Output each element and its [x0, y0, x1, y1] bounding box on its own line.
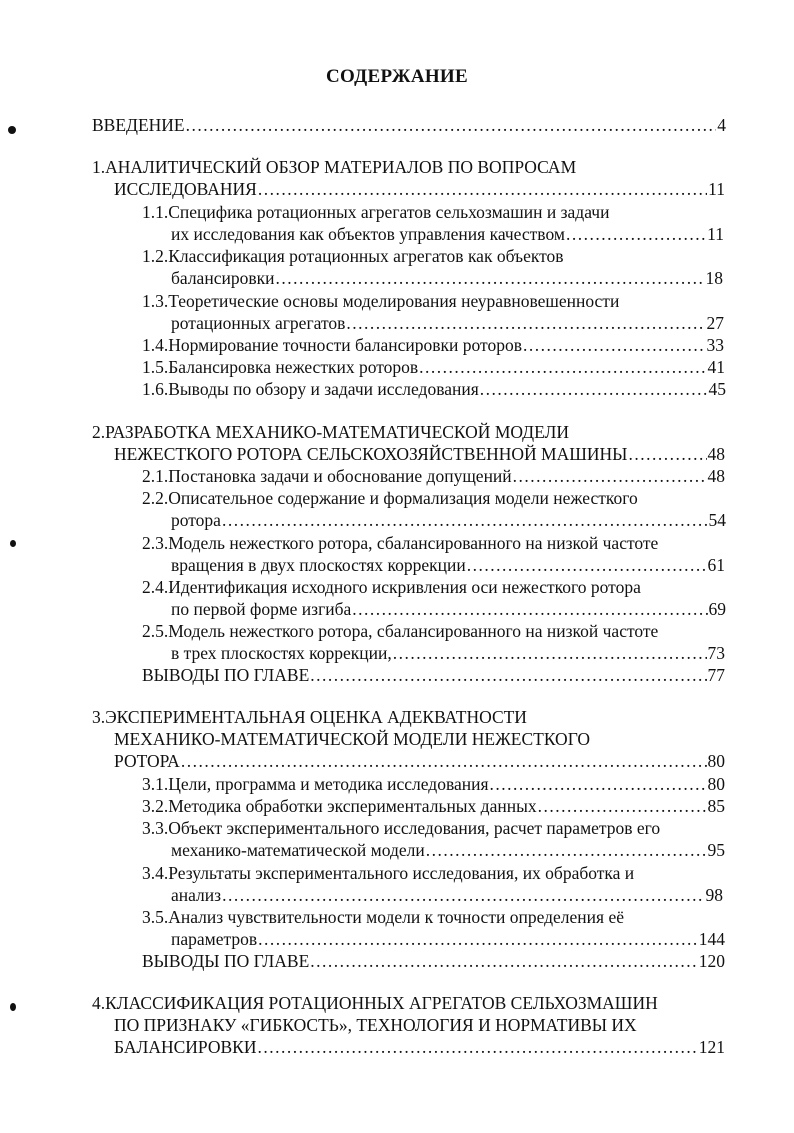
toc-page-number: 144: [698, 929, 725, 949]
dot-leader: [257, 1036, 697, 1058]
toc-section-2-4[interactable]: [142, 576, 641, 598]
toc-entry-text: ИССЛЕДОВАНИЯ: [114, 179, 257, 199]
toc-entry-intro[interactable]: [92, 114, 726, 136]
toc-entry-text: НЕЖЕСТКОГО РОТОРА СЕЛЬСКОХОЗЯЙСТВЕННОЙ МАШИНЫ: [114, 444, 628, 464]
toc-page-number: 95: [707, 840, 725, 860]
toc-section-3-5[interactable]: [142, 906, 624, 928]
toc-page-number: 41: [707, 357, 725, 377]
dot-leader: [222, 509, 708, 531]
toc-section-1-3-cont[interactable]: [171, 312, 724, 334]
dot-leader: [258, 928, 698, 950]
toc-page-number: 27: [706, 313, 724, 333]
toc-page-number: 80: [707, 751, 725, 771]
toc-page-number: 120: [698, 951, 725, 971]
toc-section-2-1[interactable]: [142, 465, 725, 487]
toc-page-number: 48: [707, 444, 725, 464]
toc-chapter-4-heading-cont[interactable]: [114, 1014, 637, 1036]
dot-leader: [513, 465, 707, 487]
toc-page-number: 73: [707, 643, 725, 663]
dot-leader: [310, 664, 706, 686]
toc-entry-text: 1.3.Теоретические основы моделирования неуравновешенности: [142, 291, 620, 311]
toc-entry-text: балансировки: [171, 268, 275, 288]
toc-section-3-5-cont[interactable]: [171, 928, 725, 950]
toc-entry-text: анализ: [171, 885, 222, 905]
scan-mark: [10, 540, 16, 547]
toc-entry-text: ВВЕДЕНИЕ: [92, 115, 185, 135]
toc-entry-text: 3.4.Результаты экспериментального исследования, их обработка и: [142, 863, 635, 883]
toc-section-2-4-cont[interactable]: [171, 598, 726, 620]
toc-entry-text: ПО ПРИЗНАКУ «ГИБКОСТЬ», ТЕХНОЛОГИЯ И НОРМАТИВЫ ИХ: [114, 1015, 637, 1035]
toc-section-2-2-cont[interactable]: [171, 509, 726, 531]
toc-entry-text: механико-математической модели: [171, 840, 425, 860]
toc-page-number: 11: [708, 179, 725, 199]
toc-page-number: 33: [706, 335, 724, 355]
toc-chapter-3-heading[interactable]: [92, 706, 527, 728]
toc-chapter-2-heading-cont[interactable]: [114, 443, 725, 465]
toc-page-number: 98: [705, 885, 723, 905]
toc-entry-text: 1.АНАЛИТИЧЕСКИЙ ОБЗОР МАТЕРИАЛОВ ПО ВОПРОСАМ: [92, 157, 577, 177]
toc-section-2-5-cont[interactable]: [171, 642, 725, 664]
toc-section-3-4[interactable]: [142, 862, 634, 884]
toc-entry-text: ротора: [171, 510, 221, 530]
toc-entry-text: ВЫВОДЫ ПО ГЛАВЕ: [142, 665, 310, 685]
dot-leader: [419, 356, 706, 378]
toc-entry-text: 1.5.Балансировка нежестких роторов: [142, 357, 419, 377]
toc-chapter-1-heading-cont[interactable]: [114, 178, 725, 200]
toc-chapter-4-heading-cont2[interactable]: [114, 1036, 725, 1058]
toc-section-1-2[interactable]: [142, 245, 564, 267]
dot-leader: [566, 223, 706, 245]
toc-entry-text: 2.1.Постановка задачи и обоснование допущений: [142, 466, 512, 486]
toc-entry-text: по первой форме изгиба: [171, 599, 352, 619]
toc-entry-text: 1.6.Выводы по обзору и задачи исследования: [142, 379, 479, 399]
toc-section-1-4[interactable]: [142, 334, 724, 356]
toc-page-number: 48: [707, 466, 725, 486]
toc-page-number: 54: [708, 510, 726, 530]
toc-entry-text: параметров: [171, 929, 258, 949]
toc-entry-text: 3.5.Анализ чувствительности модели к точности определения её: [142, 907, 624, 927]
dot-leader: [490, 773, 707, 795]
toc-entry-text: 3.3.Объект экспериментального исследования, расчет параметров его: [142, 818, 661, 838]
dot-leader: [393, 642, 707, 664]
dot-leader: [467, 554, 707, 576]
toc-entry-text: 2.РАЗРАБОТКА МЕХАНИКО-МАТЕМАТИЧЕСКОЙ МОДЕЛИ: [92, 422, 570, 442]
dot-leader: [310, 950, 697, 972]
toc-entry-text: 1.2.Классификация ротационных агрегатов как объектов: [142, 246, 564, 266]
page-title: СОДЕРЖАНИЕ: [326, 66, 468, 87]
toc-section-2-3[interactable]: [142, 532, 658, 554]
toc-page-number: 11: [707, 224, 724, 244]
toc-chapter-3-conclusions[interactable]: [142, 950, 725, 972]
toc-page-number: 121: [698, 1037, 725, 1057]
dot-leader: [275, 267, 704, 289]
toc-section-1-1[interactable]: [142, 201, 609, 223]
toc-section-1-5[interactable]: [142, 356, 725, 378]
toc-section-1-1-cont[interactable]: [171, 223, 724, 245]
toc-entry-text: в трех плоскостях коррекции,: [171, 643, 392, 663]
dot-leader: [181, 750, 707, 772]
toc-section-3-4-cont[interactable]: [171, 884, 723, 906]
toc-section-1-3[interactable]: [142, 290, 619, 312]
toc-section-2-2[interactable]: [142, 487, 638, 509]
toc-entry-text: 2.3.Модель нежесткого ротора, сбалансированного на низкой частоте: [142, 533, 659, 553]
toc-entry-text: 1.1.Специфика ротационных агрегатов сельхозмашин и задачи: [142, 202, 610, 222]
dot-leader: [628, 443, 706, 465]
toc-section-2-3-cont[interactable]: [171, 554, 725, 576]
toc-page-number: 61: [707, 555, 725, 575]
toc-section-3-1[interactable]: [142, 773, 725, 795]
toc-entry-text: 1.4.Нормирование точности балансировки роторов: [142, 335, 522, 355]
toc-chapter-3-heading-cont2[interactable]: [114, 750, 725, 772]
toc-entry-text: ВЫВОДЫ ПО ГЛАВЕ: [142, 951, 310, 971]
dot-leader: [480, 378, 708, 400]
toc-chapter-4-heading[interactable]: [92, 992, 658, 1014]
dot-leader: [352, 598, 707, 620]
toc-page-number: 77: [707, 665, 725, 685]
toc-entry-text: 3.ЭКСПЕРИМЕНТАЛЬНАЯ ОЦЕНКА АДЕКВАТНОСТИ: [92, 707, 527, 727]
scan-mark: [8, 126, 16, 134]
toc-page-number: 4: [717, 115, 726, 135]
toc-entry-text: 2.4.Идентификация исходного искривления оси нежесткого ротора: [142, 577, 641, 597]
toc-entry-text: 2.5.Модель нежесткого ротора, сбалансированного на низкой частоте: [142, 621, 659, 641]
toc-chapter-2-heading[interactable]: [92, 421, 569, 443]
dot-leader: [222, 884, 704, 906]
scan-mark: [10, 1003, 16, 1011]
toc-section-1-6[interactable]: [142, 378, 726, 400]
toc-section-3-3[interactable]: [142, 817, 660, 839]
toc-page-number: 45: [708, 379, 726, 399]
toc-section-3-3-cont[interactable]: [171, 839, 725, 861]
toc-entry-text: 3.1.Цели, программа и методика исследования: [142, 774, 489, 794]
toc-chapter-2-conclusions[interactable]: [142, 664, 725, 686]
toc-section-1-2-cont[interactable]: [171, 267, 723, 289]
toc-page-number: 85: [707, 796, 725, 816]
toc-entry-text: БАЛАНСИРОВКИ: [114, 1037, 257, 1057]
dot-leader: [258, 178, 707, 200]
dot-leader: [346, 312, 705, 334]
dot-leader: [426, 839, 707, 861]
toc-entry-text: 3.2.Методика обработки экспериментальных данных: [142, 796, 537, 816]
toc-entry-text: РОТОРА: [114, 751, 180, 771]
dot-leader: [538, 795, 707, 817]
toc-entry-text: их исследования как объектов управления качеством: [171, 224, 565, 244]
toc-section-2-5[interactable]: [142, 620, 658, 642]
toc-chapter-1-heading[interactable]: [92, 156, 576, 178]
toc-entry-text: 2.2.Описательное содержание и формализация модели нежесткого: [142, 488, 638, 508]
toc-entry-text: МЕХАНИКО-МАТЕМАТИЧЕСКОЙ МОДЕЛИ НЕЖЕСТКОГО: [114, 729, 591, 749]
toc-entry-text: вращения в двух плоскостях коррекции: [171, 555, 466, 575]
toc-chapter-3-heading-cont[interactable]: [114, 728, 590, 750]
toc-page-number: 80: [707, 774, 725, 794]
toc-page-number: 18: [705, 268, 723, 288]
dot-leader: [186, 114, 717, 136]
toc-entry-text: 4.КЛАССИФИКАЦИЯ РОТАЦИОННЫХ АГРЕГАТОВ СЕЛЬХОЗМАШИН: [92, 993, 658, 1013]
toc-section-3-2[interactable]: [142, 795, 725, 817]
toc-page-number: 69: [708, 599, 726, 619]
dot-leader: [523, 334, 706, 356]
toc-entry-text: ротационных агрегатов: [171, 313, 346, 333]
